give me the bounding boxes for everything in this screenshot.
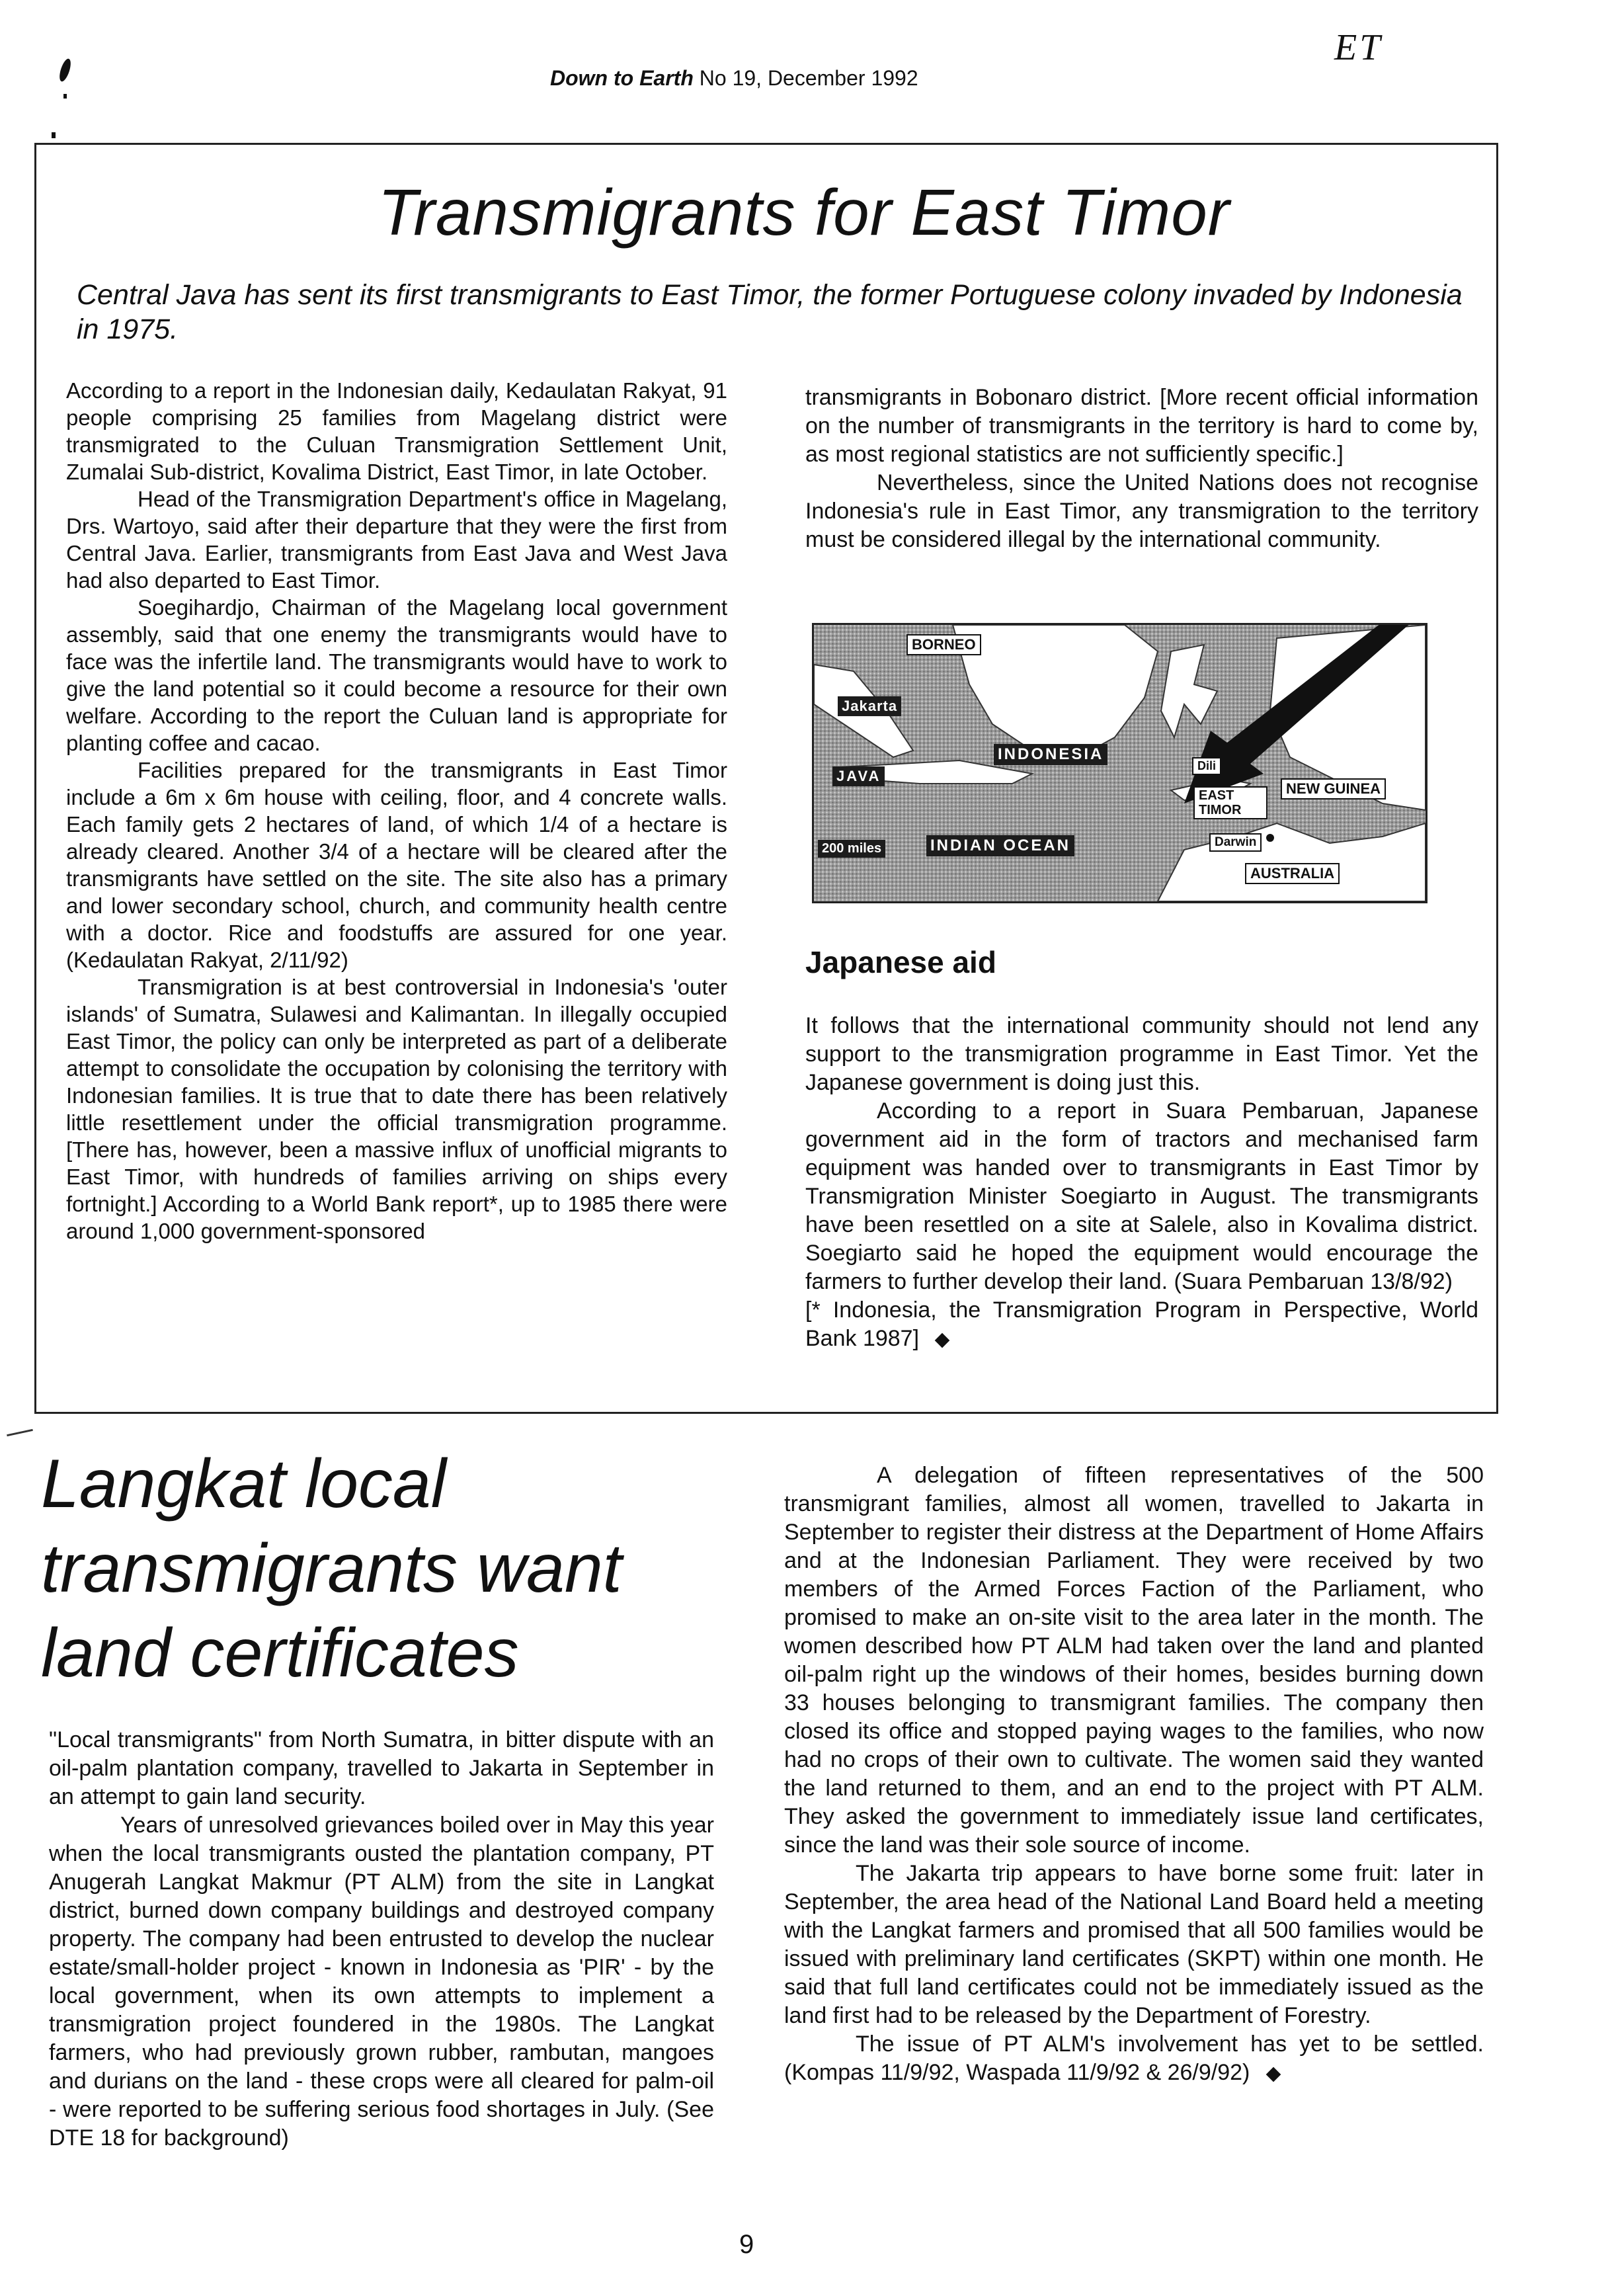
paragraph-closing bbox=[784, 2030, 1484, 2087]
paragraph: Years of unresolved grievances boiled over in May this year when the local transmigrants ousted the plantation company, PT Anugerah Langkat Makmur (PT ALM) from the site in Langkat district, burned down company buildings and destroyed company property. The company had been entrusted to develop the nuclear estate/small-holder project - known in Indonesia as 'PIR' - by the local government, when its own attempts to implement a transmigration project foundered in the 1980s. The Langkat farmers, who had previously grown rubber, rambutan, mangoes and durians on the land - these crops were all cleared for palm-oil - were reported to be suffering serious food shortages in July. (See DTE 18 for background) bbox=[49, 1813, 714, 2151]
map-label-borneo: BORNEO bbox=[906, 634, 981, 655]
headline-line: land certificates bbox=[41, 1615, 519, 1692]
paragraph: Transmigration is at best controversial in Indonesia's 'outer islands' of Sumatra, Sulawesi and Kalimantan. In illegally occupied East Timor, the policy can only be interpreted as part of a deliberate attempt to consolidate the occupation by colonising the territory with Indonesian families. It is true that to date there has been relatively little resettlement under the official transmigration programme. [There has, however, been a massive influx of unofficial migrants to East Timor, with hundreds of families arriving on ships every fortnight.] According to a World Bank report*, up to 1985 there were around 1,000 government-sponsored bbox=[66, 975, 727, 1243]
map-label-indian-ocean: INDIAN OCEAN bbox=[926, 835, 1074, 856]
handwritten-mark: ET bbox=[1334, 27, 1383, 68]
ink-dot bbox=[63, 94, 67, 99]
paragraph: It follows that the international community should not lend any support to the transmigration programme in East Timor. Yet the Japanese government is doing just this. bbox=[805, 1013, 1478, 1095]
japanese-aid-section bbox=[805, 1012, 1478, 1353]
paragraph: A delegation of fifteen representatives of the 500 transmigrant families, almost all women, travelled to Jakarta in September to register their distress at the Department of Home Affairs and at the Indonesian Parliament. They were received by two members of the Armed Forces Faction of the Parliament, who promised to make an on-site visit to the area later in the month. The women described how PT ALM had taken over the land and planted oil-palm right up the windows of their homes, besides burning down 33 houses belonging to transmigrant families. The company then closed its office and stopped paying wages to the families, who now had no crops of their own to cultivate. The women said they wanted the land returned to them, and an end to the project with PT ALM. They asked the government to immediately issue land certificates, since the land was their sole source of income. bbox=[784, 1463, 1484, 1858]
map-label-jakarta: Jakarta bbox=[838, 696, 901, 716]
section-subhead: Japanese aid bbox=[805, 945, 996, 979]
map-label-java: JAVA bbox=[832, 766, 885, 786]
paragraph: According to a report in Suara Pembaruan, Japanese government aid in the form of tractors and mechanised farm equipment was handed over to transmigrants in East Timor by Transmigration Minister Soegiarto in August. The transmigrants have been resettled on a site at Salele, also in Kovalima district. Soegiarto said he hoped the equipment would encourage the farmers to further develop their land. (Suara Pembaruan 13/8/92) bbox=[805, 1098, 1478, 1294]
headline-line: transmigrants want bbox=[41, 1530, 622, 1607]
end-marker-icon bbox=[1266, 2067, 1281, 2082]
map-label-dili: Dili bbox=[1192, 757, 1221, 775]
darwin-point bbox=[1266, 834, 1274, 842]
map-label-australia: AUSTRALIA bbox=[1245, 863, 1340, 884]
map-label-indonesia: INDONESIA bbox=[994, 744, 1107, 765]
end-marker-icon bbox=[935, 1333, 950, 1348]
issue-info: No 19, December 1992 bbox=[699, 66, 918, 90]
footnote bbox=[805, 1296, 1478, 1353]
article-column-right bbox=[805, 384, 1478, 554]
ink-dot bbox=[52, 132, 56, 138]
publication-name: Down to Earth bbox=[550, 66, 694, 90]
map-label-east-timor: EAST TIMOR bbox=[1193, 786, 1267, 819]
map-label-darwin: Darwin bbox=[1209, 833, 1262, 852]
ink-mark bbox=[58, 58, 73, 83]
corner-mark bbox=[7, 1429, 33, 1436]
closing-text: The issue of PT ALM's involvement has yet to be settled. (Kompas 11/9/92, Waspada 11/9/92 & 26/9/92) bbox=[784, 2031, 1484, 2085]
map-label-scale: 200 miles bbox=[818, 840, 885, 858]
map-figure bbox=[812, 623, 1427, 903]
article2-column-right bbox=[784, 1461, 1484, 2087]
footnote-text: [* Indonesia, the Transmigration Program in Perspective, World Bank 1987] bbox=[805, 1297, 1478, 1351]
paragraph: "Local transmigrants" from North Sumatra, in bitter dispute with an oil-palm plantation company, travelled to Jakarta in September in an attempt to gain land security. bbox=[49, 1727, 714, 1809]
paragraph: According to a report in the Indonesian daily, Kedaulatan Rakyat, 91 people comprising 25 families from Magelang district were transmigrated to the Culuan Transmigration Settlement Unit, Zumalai Sub-district, Kovalima District, East Timor, in late October. bbox=[66, 378, 727, 484]
running-header bbox=[550, 66, 918, 91]
paragraph: Soegihardjo, Chairman of the Magelang local government assembly, said that one enemy the transmigrants would have to face was the infertile land. The transmigrants would have to work to give the land potential so it could become a resource for their own welfare. According to the report the Culuan land is appropriate for planting coffee and cacao. bbox=[66, 595, 727, 755]
paragraph: transmigrants in Bobonaro district. [More recent official information on the number of transmigrants in the territory is hard to come by, as most regional statistics are not sufficiently specific.] bbox=[805, 385, 1478, 467]
article-column-left bbox=[66, 377, 727, 1245]
paragraph: Head of the Transmigration Department's office in Magelang, Drs. Wartoyo, said after their departure that they were the first from Central Java. Earlier, transmigrants from East Java and West Java had also departed to East Timor. bbox=[66, 487, 727, 593]
paragraph: Facilities prepared for the transmigrants in East Timor include a 6m x 6m house with ceiling, floor, and 4 concrete walls. Each family gets 2 hectares of land, of which 1/4 of a hectare is already cleared. Another 3/4 of a hectare will be cleared after the transmigrants have settled on the site. The site also has a primary and lower secondary school, church, and community health centre with a doctor. Rice and foodstuffs are assured for one year. (Kedaulatan Rakyat, 2/11/92) bbox=[66, 758, 727, 972]
article2-column-left bbox=[49, 1726, 714, 2152]
map-graphic bbox=[814, 625, 1426, 901]
headline-line: Langkat local bbox=[41, 1446, 446, 1522]
article-headline: Transmigrants for East Timor bbox=[378, 176, 1230, 249]
article-standfirst: Central Java has sent its first transmigrants to East Timor, the former Portuguese colony invaded by Indonesia in 1975. bbox=[77, 279, 1463, 345]
paragraph: The Jakarta trip appears to have borne some fruit: later in September, the area head of the National Land Board held a meeting with the Langkat farmers and promised that all 500 families would be issued with preliminary land certificates (SKPT) within one month. He said that full land certificates could not be immediately issued as the land first had to be released by the Department of Forestry. bbox=[784, 1861, 1484, 2028]
paragraph: Nevertheless, since the United Nations does not recognise Indonesia's rule in East Timor, any transmigration to the territory must be considered illegal by the international community. bbox=[805, 470, 1478, 552]
page-number: 9 bbox=[739, 2230, 754, 2259]
article-headline-2 bbox=[41, 1442, 755, 1696]
map-label-new-guinea: NEW GUINEA bbox=[1281, 778, 1386, 800]
